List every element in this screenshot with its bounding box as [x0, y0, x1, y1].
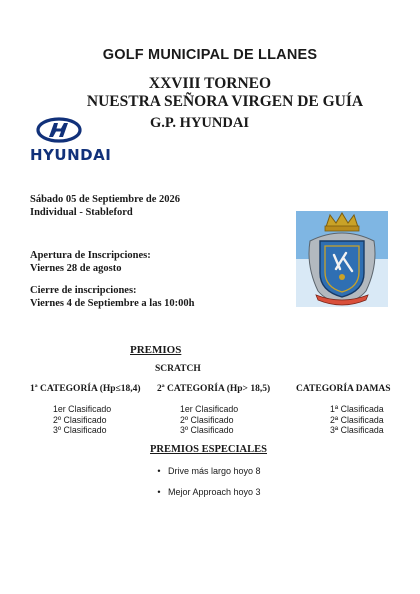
list-item: 2º Clasificado	[180, 414, 234, 425]
event-date: Sábado 05 de Septiembre de 2026	[30, 194, 181, 205]
list-item: 3º Clasificado	[53, 425, 107, 435]
category-2-list	[180, 404, 238, 436]
scratch-heading: SCRATCH	[155, 364, 201, 374]
list-item	[150, 466, 261, 487]
category-1-title: 1ª CATEGORÍA (Hp≤18,4)	[30, 384, 141, 394]
list-item-label: Drive más largo hoyo 8	[168, 466, 261, 476]
event-format: Individual - Stableford	[30, 207, 133, 218]
registration-close-label: Cierre de inscripciones:	[30, 285, 137, 296]
special-prizes-title: PREMIOS ESPECIALES	[150, 444, 267, 455]
category-ladies-title: CATEGORÍA DAMAS	[296, 384, 391, 394]
list-item: 1ª Clasificada	[330, 404, 384, 414]
tournament-name: NUESTRA SEÑORA VIRGEN DE GUÍA	[86, 93, 364, 110]
hyundai-logo-icon	[30, 117, 110, 145]
hyundai-wordmark: HYUNDAI	[30, 146, 112, 164]
list-item: 2º Clasificado	[53, 414, 107, 425]
prizes-title: PREMIOS	[130, 344, 182, 356]
tournament-sponsor: G.P. HYUNDAI	[150, 115, 249, 131]
category-ladies-list	[330, 404, 384, 436]
list-item: 3ª Clasificada	[330, 425, 384, 435]
special-prizes-list	[150, 466, 261, 508]
list-item: 3º Clasificado	[180, 425, 234, 435]
list-item: 1er Clasificado	[180, 404, 239, 414]
registration-open-date: Viernes 28 de agosto	[30, 263, 122, 274]
list-item: 2ª Clasificada	[330, 414, 384, 425]
tournament-edition: XXVIII TORNEO	[148, 75, 272, 92]
list-item	[150, 487, 261, 508]
registration-open-label: Apertura de Inscripciones:	[30, 250, 151, 261]
registration-close-date: Viernes 4 de Septiembre a las 10:00h	[30, 298, 195, 309]
club-name: GOLF MUNICIPAL DE LLANES	[102, 47, 318, 63]
list-item-label: Mejor Approach hoyo 3	[168, 487, 261, 497]
category-2-title: 2ª CATEGORÍA (Hp> 18,5)	[157, 384, 271, 394]
list-item: 1er Clasificado	[53, 404, 112, 414]
category-1-list	[53, 404, 111, 436]
coat-of-arms-icon	[296, 211, 388, 307]
